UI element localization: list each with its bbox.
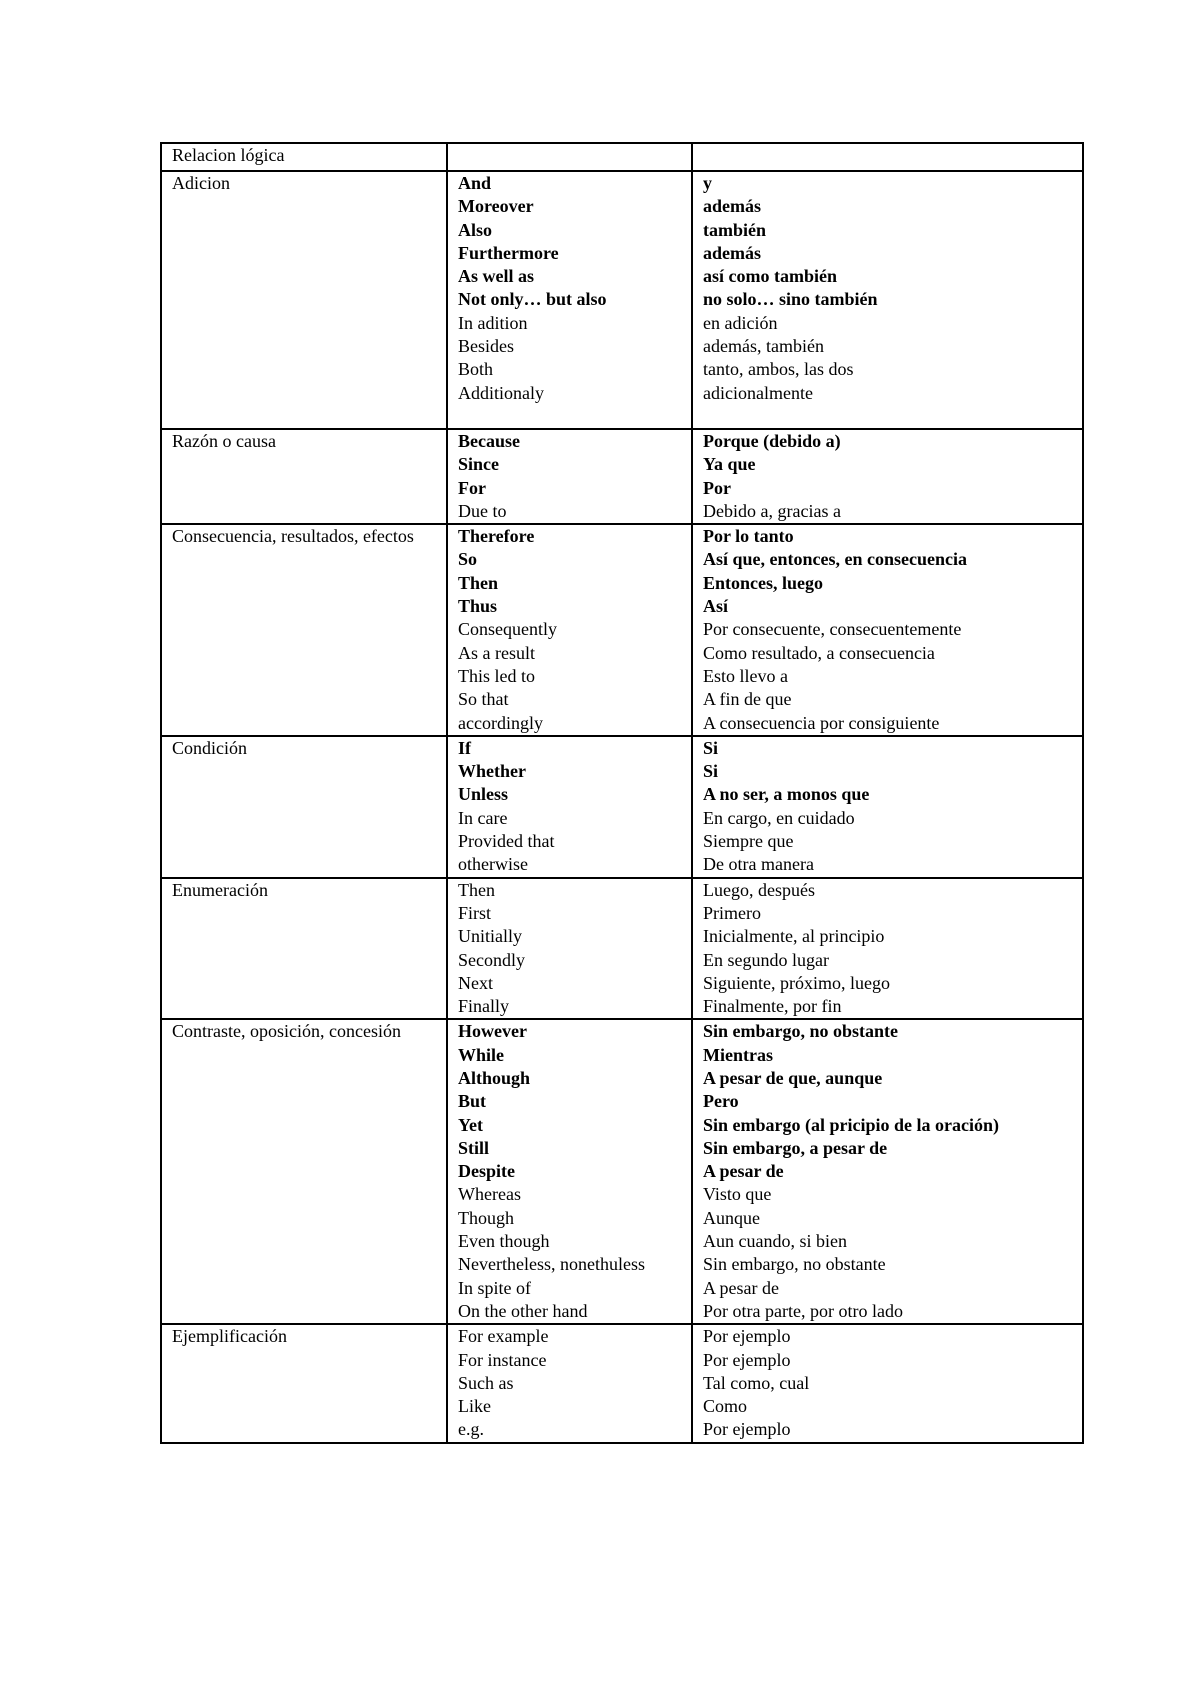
spanish-term: Visto que [703, 1184, 772, 1205]
spanish-term: Aun cuando, si bien [703, 1231, 847, 1252]
table-row [161, 171, 1083, 429]
english-term: Still [458, 1137, 490, 1158]
spanish-term: Así que, entonces, en consecuencia [703, 549, 967, 570]
english-term: Like [458, 1396, 491, 1417]
english-term: Finally [458, 996, 510, 1017]
english-term: Nevertheless, nonethuless [458, 1254, 645, 1275]
spanish-cell [692, 524, 1083, 736]
spanish-term: Sin embargo, no obstante [703, 1254, 886, 1275]
english-cell [447, 1324, 692, 1442]
english-term: Moreover [458, 196, 534, 217]
spanish-term: Debido a, gracias a [703, 500, 841, 521]
english-cell [447, 429, 692, 524]
english-term: For example [458, 1326, 549, 1347]
english-term: So [458, 549, 478, 570]
english-term: Although [458, 1067, 531, 1088]
english-term: Yet [458, 1114, 483, 1135]
spanish-term: Tal como, cual [703, 1372, 810, 1393]
english-term: First [458, 902, 492, 923]
table-row [161, 878, 1083, 1020]
category-cell [161, 524, 447, 736]
english-term: accordingly [458, 712, 543, 733]
spanish-term: además [703, 242, 761, 263]
spanish-term: Por [703, 477, 731, 498]
english-term: If [458, 737, 471, 758]
category-label: Consecuencia, resultados, efectos [172, 526, 414, 547]
spanish-term: y [703, 173, 712, 193]
spanish-term: Por ejemplo [703, 1349, 791, 1370]
english-term: Thus [458, 596, 498, 617]
english-term: Unitially [458, 926, 522, 947]
category-label: Contraste, oposición, concesión [172, 1021, 401, 1042]
english-term: For [458, 477, 486, 498]
spanish-term: Esto llevo a [703, 665, 788, 686]
english-term: As well as [458, 266, 534, 287]
spanish-term: Siempre que [703, 831, 794, 852]
english-term: Also [458, 219, 493, 240]
spanish-term: no solo… sino también [703, 289, 878, 310]
spanish-term: Aunque [703, 1207, 760, 1228]
spanish-term: Sin embargo, no obstante [703, 1021, 899, 1042]
english-term: Both [458, 359, 494, 380]
spanish-term: En cargo, en cuidado [703, 807, 855, 828]
english-term: Secondly [458, 949, 525, 970]
category-label: Adicion [172, 173, 230, 193]
english-term: In spite of [458, 1277, 531, 1298]
english-term: Then [458, 572, 499, 593]
spanish-cell [692, 1019, 1083, 1324]
spanish-term: Si [703, 737, 719, 758]
english-cell [447, 171, 692, 429]
category-cell [161, 171, 447, 429]
spanish-term: Como resultado, a consecuencia [703, 642, 935, 663]
english-term: Due to [458, 500, 507, 521]
spanish-term: A pesar de [703, 1277, 779, 1298]
english-term: In adition [458, 312, 528, 333]
spanish-term: Pero [703, 1091, 739, 1112]
english-term: As a result [458, 642, 535, 663]
english-term: Even though [458, 1231, 550, 1252]
table-row [161, 1019, 1083, 1324]
table-row [161, 524, 1083, 736]
spanish-term: Inicialmente, al principio [703, 926, 885, 947]
english-term: Therefore [458, 526, 535, 547]
spanish-term: así como también [703, 266, 837, 287]
spanish-term: en adición [703, 312, 778, 333]
spanish-term: Si [703, 761, 719, 782]
spanish-term: además, también [703, 336, 824, 357]
english-term: Then [458, 879, 495, 900]
spanish-term: A no ser, a monos que [703, 784, 870, 805]
category-label: Razón o causa [172, 430, 276, 451]
english-cell [447, 878, 692, 1020]
english-term: e.g. [458, 1419, 484, 1440]
spanish-term: Como [703, 1396, 748, 1417]
english-term: In care [458, 807, 508, 828]
spanish-term: De otra manera [703, 854, 814, 875]
table-header-row [161, 143, 1083, 171]
english-term: Not only… but also [458, 289, 607, 310]
spanish-term: tanto, ambos, las dos [703, 359, 854, 380]
english-term: And [458, 173, 492, 193]
english-term: This led to [458, 665, 535, 686]
spanish-term: Por consecuente, consecuentemente [703, 619, 962, 640]
spanish-term: Primero [703, 902, 761, 923]
english-term: On the other hand [458, 1300, 588, 1321]
english-cell [447, 524, 692, 736]
spanish-term: Por otra parte, por otro lado [703, 1300, 903, 1321]
english-term: otherwise [458, 854, 528, 875]
spanish-term: Finalmente, por fin [703, 996, 842, 1017]
english-term: Because [458, 430, 520, 451]
spanish-term: además [703, 196, 761, 217]
english-term: Since [458, 454, 500, 475]
category-cell [161, 1324, 447, 1442]
spanish-term: Sin embargo, a pesar de [703, 1137, 888, 1158]
english-term: Despite [458, 1161, 515, 1182]
spanish-cell [692, 736, 1083, 878]
spanish-term: A fin de que [703, 689, 792, 710]
english-term: Such as [458, 1372, 514, 1393]
spanish-cell [692, 878, 1083, 1020]
spanish-term: A pesar de [703, 1161, 784, 1182]
blank-line [458, 405, 681, 428]
english-term: Besides [458, 336, 514, 357]
spanish-term: adicionalmente [703, 382, 813, 403]
spanish-term: A pesar de que, aunque [703, 1067, 883, 1088]
category-cell [161, 736, 447, 878]
header-cell-relation: Relacion lógica [161, 143, 447, 171]
spanish-term: Por lo tanto [703, 526, 794, 547]
category-label: Enumeración [172, 879, 268, 900]
english-term: Whereas [458, 1184, 521, 1205]
spanish-term: Por ejemplo [703, 1326, 791, 1347]
table-row [161, 429, 1083, 524]
english-term: But [458, 1091, 487, 1112]
spanish-cell [692, 171, 1083, 429]
spanish-term: Entonces, luego [703, 572, 824, 593]
header-cell-english [447, 143, 692, 171]
spanish-term: Sin embargo (al pricipio de la oración) [703, 1114, 999, 1135]
english-term: Next [458, 972, 493, 993]
blank-line [703, 405, 1072, 428]
spanish-term: Porque (debido a) [703, 430, 841, 451]
spanish-term: también [703, 219, 766, 240]
english-term: Provided that [458, 831, 555, 852]
category-label: Ejemplificación [172, 1326, 287, 1347]
spanish-term: Mientras [703, 1044, 773, 1065]
spanish-term: Luego, después [703, 879, 815, 900]
category-cell [161, 1019, 447, 1324]
spanish-term: Así [703, 596, 729, 617]
spanish-term: En segundo lugar [703, 949, 829, 970]
english-term: Whether [458, 761, 526, 782]
table-row [161, 1324, 1083, 1442]
english-term: So that [458, 689, 509, 710]
english-term: Consequently [458, 619, 557, 640]
english-term: While [458, 1044, 505, 1065]
spanish-term: Por ejemplo [703, 1419, 791, 1440]
category-cell [161, 878, 447, 1020]
spanish-term: A consecuencia por consiguiente [703, 712, 940, 733]
english-term: However [458, 1021, 527, 1042]
connectors-table [160, 142, 1084, 1444]
category-cell [161, 429, 447, 524]
table-row [161, 736, 1083, 878]
english-term: Unless [458, 784, 509, 805]
english-cell [447, 736, 692, 878]
english-term: Furthermore [458, 242, 559, 263]
spanish-term: Siguiente, próximo, luego [703, 972, 890, 993]
english-term: Additionaly [458, 382, 544, 403]
spanish-cell [692, 429, 1083, 524]
header-cell-spanish [692, 143, 1083, 171]
spanish-term: Ya que [703, 454, 756, 475]
category-label: Condición [172, 737, 247, 758]
english-cell [447, 1019, 692, 1324]
english-term: For instance [458, 1349, 547, 1370]
spanish-cell [692, 1324, 1083, 1442]
english-term: Though [458, 1207, 514, 1228]
